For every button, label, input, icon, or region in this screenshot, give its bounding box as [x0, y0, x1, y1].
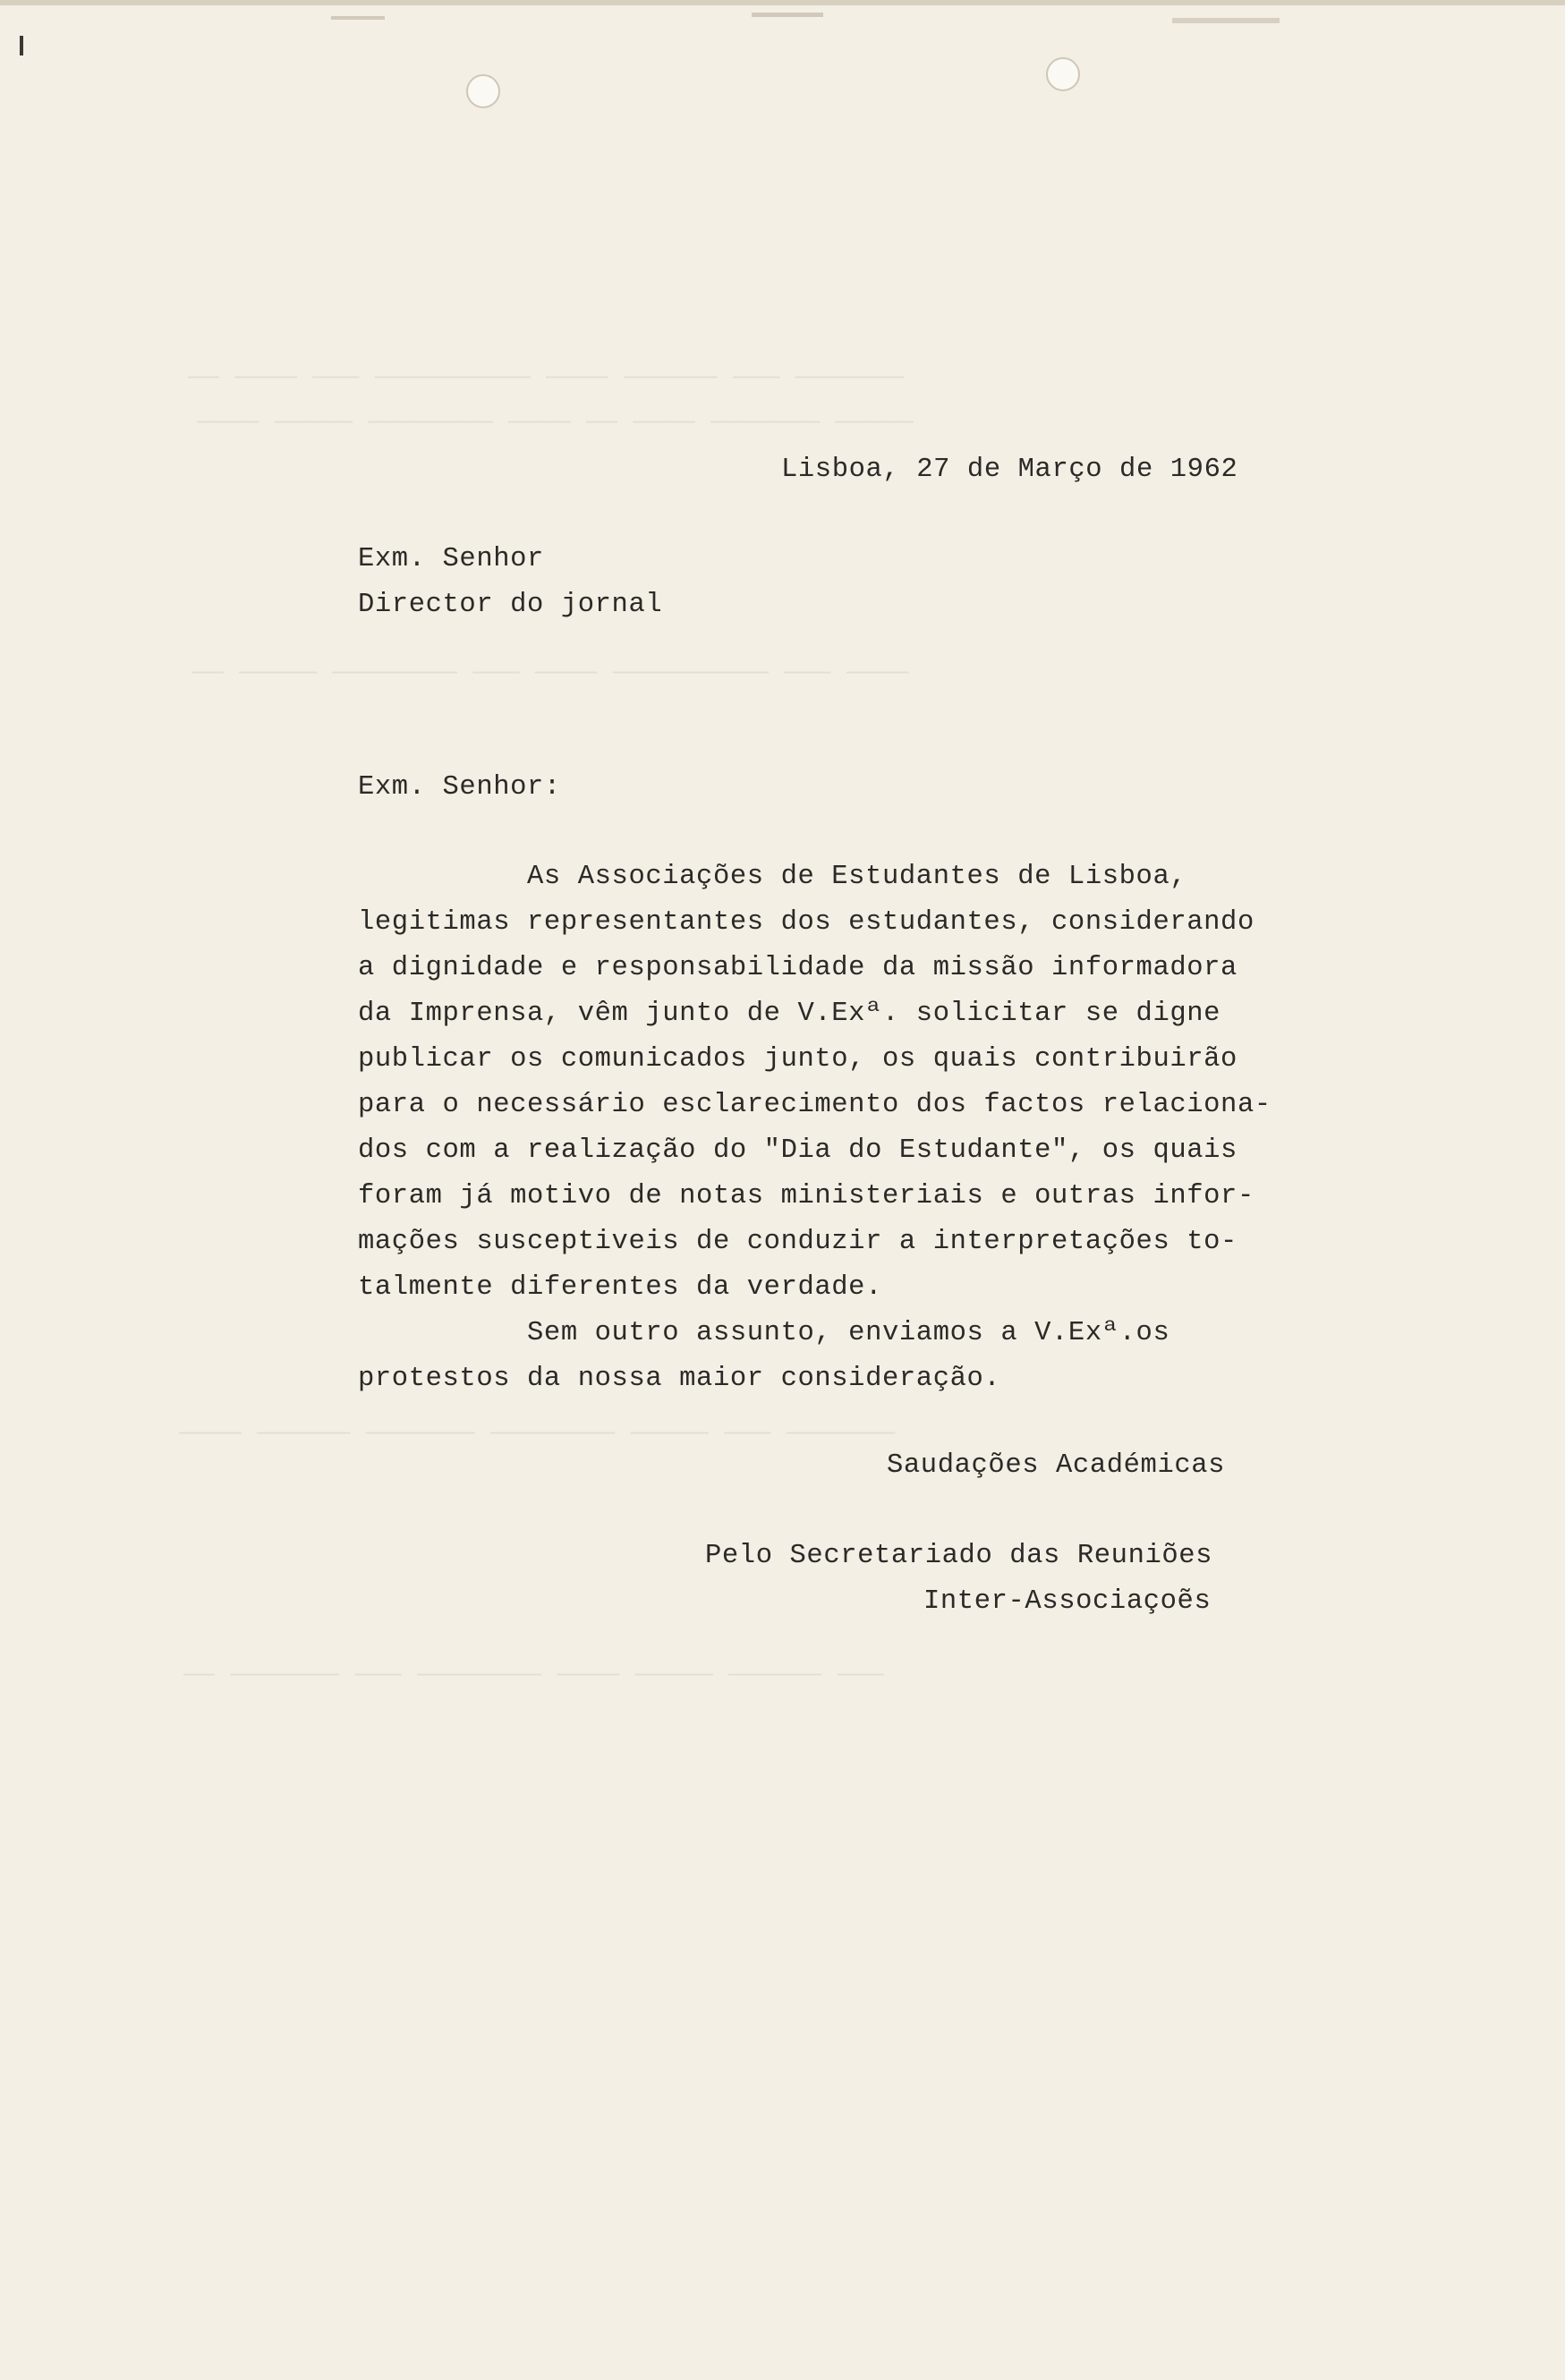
body-line: protestos da nossa maior consideração.	[358, 1364, 1001, 1394]
body-line: para o necessário esclarecimento dos factos relaciona-	[358, 1090, 1272, 1120]
recipient-title: Exm. Senhor	[358, 544, 544, 574]
body-line: foram já motivo de notas ministeriais e outras infor-	[358, 1181, 1255, 1211]
bleed-through-texture: ——— —————— ————— ———— ———————— ——— ——————— ——	[183, 1660, 885, 1689]
body-line: Sem outro assunto, enviamos a V.Exª.os	[358, 1318, 1170, 1348]
body-line: publicar os comunicados junto, os quais contribuirão	[358, 1044, 1238, 1075]
bleed-through-texture: ————— ——————— ———— —— ———— ———————— ————— ————	[197, 407, 914, 437]
bleed-through-texture: ——————— ——— —————— ———— —————————— ——— ———— ——	[188, 362, 905, 392]
body-line: a dignidade e responsabilidade da missão informadora	[358, 953, 1238, 983]
signature-line-2: Inter-Associaçoẽs	[923, 1586, 1212, 1617]
body-line: As Associações de Estudantes de Lisboa,	[358, 862, 1187, 892]
recipient-role: Director do jornal	[358, 590, 663, 620]
body-line: legitimas representantes dos estudantes, considerando	[358, 907, 1255, 938]
punch-hole-left	[466, 74, 500, 108]
body-line: da Imprensa, vêm junto de V.Exª. solicitar se digne	[358, 999, 1221, 1029]
body-line: mações susceptiveis de conduzir a interpretações to-	[358, 1227, 1238, 1257]
closing: Saudações Académicas	[887, 1450, 1226, 1481]
date-line: Lisboa, 27 de Março de 1962	[781, 455, 1238, 485]
top-edge-marks	[0, 0, 1565, 63]
bleed-through-texture: ———— ——— —————————— ———— ——— ———————— ————— ——	[192, 658, 909, 687]
body-line: dos com a realização do "Dia do Estudante", os quais	[358, 1135, 1238, 1166]
bleed-through-texture: ——————— ——— ————— ———————— ——————— —————— ————	[179, 1418, 896, 1448]
body-line: talmente diferentes da verdade.	[358, 1272, 882, 1303]
punch-hole-right	[1046, 57, 1080, 91]
signature-line-1: Pelo Secretariado das Reuniões	[705, 1541, 1213, 1571]
salutation: Exm. Senhor:	[358, 772, 561, 803]
